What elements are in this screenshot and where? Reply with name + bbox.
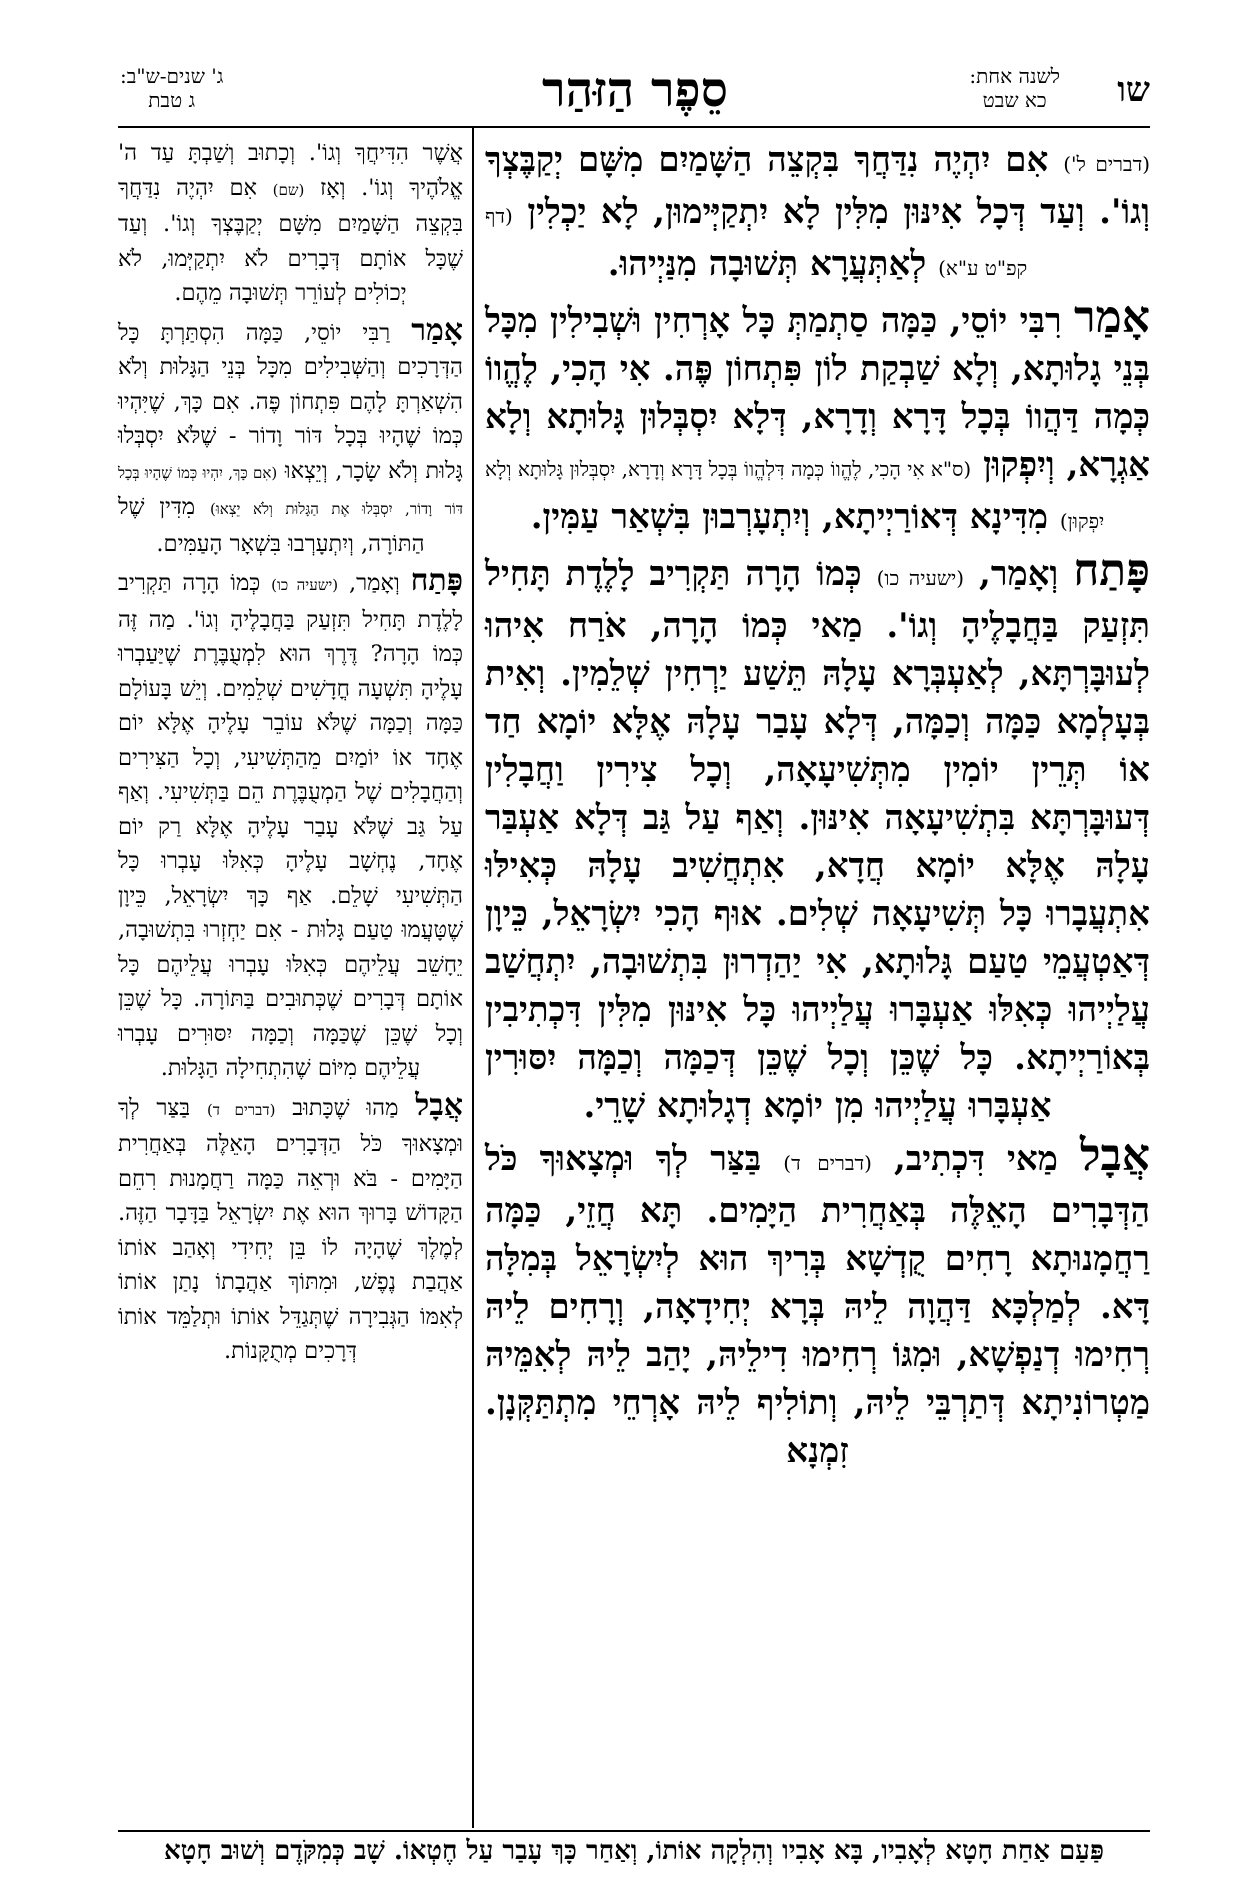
main-paragraph-2 xyxy=(485,294,1150,545)
paragraph-lead: וְאָמַר, xyxy=(979,554,1059,594)
schedule-left-top: ג' שנים-ש"ב: xyxy=(120,64,224,88)
daily-schedule-left xyxy=(120,64,223,112)
paragraph-opener: אָמַר xyxy=(411,312,464,348)
paragraph-text-continued: מִדִּין שֶׁל הַתּוֹרָה, וְיִתְעָרְבוּ בִּשְׁאָר הָעַמִּים. xyxy=(118,494,425,557)
paragraph-text: בַּצַּר לְךָ וּמְצָאוּךָ כֹּל הַדְּבָרִים הָאֵלֶּה בְּאַחֲרִית הַיָּמִים. תָּא חֲזֵי, כַּמָּה רַחֲמָנוּתָא רָחִים קֻדְשָׁא בְּרִיךְ הוּא לְיִשְׂרָאֵל בְּמִלָּה דָּא. לְמַלְכָּא דַּהֲוָה לֵיהּ בְּרָא יְחִידָאָה, וְרָחִים לֵיהּ רְחִימוּ דְנַפְשָׁא, וּמִגּוֹ רְחִימוּ דִילֵיהּ, יָהַב לֵיהּ לְאִמֵּיהּ מַטְרוֹנִיתָא דְּתַרְבֵּי לֵיהּ, וְתוֹלִיף לֵיהּ אָרְחֵי מִתְתַּקְּנָן. זִמְנָא xyxy=(485,1139,1150,1471)
paragraph-opener: פָּתַח xyxy=(410,563,464,598)
paragraph-lead: מַאי דִּכְתִיב, xyxy=(894,1139,1058,1179)
paragraph-text: כְּמוֹ הָרָה תַּקְרִיב לָלֶדֶת תָּחִיל תִּזְעַק בַּחֲבָלֶיהָ וְגוֹ'. מַה זֶּה כְּמוֹ הָרָה? דֶּרֶךְ הוּא לִמְעֻבֶּרֶת שֶׁיַּעַבְרוּ עָלֶיהָ תִּשְׁעָה חֳדָשִׁים שְׁלֵמִים. וְיֵשׁ בָּעוֹלָם כַּמָּה וְכַמָּה שֶׁלֹּא עוֹבֵר עָלֶיהָ אֶלָּא יוֹם אֶחָד אוֹ יוֹמַיִם מֵהַתְּשִׁיעִי, וְכָל הַצִּירִים וְהַחֲבָלִים שֶׁל הַמְעֻבֶּרֶת הֵם בַּתְּשִׁיעִי. וְאַף עַל גַּב שֶׁלֹּא עָבַר עָלֶיהָ אֶלָּא רַק יוֹם אֶחָד, נֶחְשָׁב עָלֶיהָ כְּאִלּוּ עָבְרוּ כָּל הַתְּשִׁיעִי שָׁלֵם. אַף כָּךְ יִשְׂרָאֵל, כֵּיוָן שֶׁטָּעֲמוּ טַעַם גָּלוּת - אִם יַחְזְרוּ בִּתְשׁוּבָה, יֵחָשֵׁב עֲלֵיהֶם כְּאִלּוּ עָבְרוּ עֲלֵיהֶם כָּל אוֹתָם דְּבָרִים שֶׁכְּתוּבִים בַּתּוֹרָה. כָּל שֶׁכֵּן וְכָל שֶׁכֵּן שֶׁכַּמָּה וְכַמָּה יִסּוּרִים עָבְרוּ עֲלֵיהֶם מִיּוֹם שֶׁהִתְחִילָה הַגָּלוּת. xyxy=(118,570,463,1081)
variant-note: (אִם כָּךְ, יִהְיוּ כְּמוֹ שֶׁהָיוּ בְּכָל דּוֹר וָדוֹר, יִסְבְּלוּ אֶת הַגָּלוּת וְלֹא יֵצְאוּ) xyxy=(118,463,463,518)
schedule-right-top: לשנה אחת: xyxy=(969,64,1060,88)
main-paragraph-4 xyxy=(485,1132,1150,1475)
paragraph-text: בַּצַּר לְךָ וּמְצָאוּךָ כֹּל הַדְּבָרִים הָאֵלֶּה בְּאַחֲרִית הַיָּמִים - בֹּא וּרְאֵה כַּמָּה רַחֲמָנוּת רִחֵם הַקָּדוֹשׁ בָּרוּךְ הוּא אֶת יִשְׂרָאֵל בַּדָּבָר הַזֶּה. לְמֶלֶךְ שֶׁהָיָה לוֹ בֵּן יְחִידִי וְאָהַב אוֹתוֹ אַהֲבַת נֶפֶשׁ, וּמִתּוֹךְ אַהֲבָתוֹ נָתַן אוֹתוֹ לְאִמּוֹ הַגְּבִירָה שֶׁתְּגַדֵּל אוֹתוֹ וּתְלַמֵּד אוֹתוֹ דְּרָכִים מְתֻקָּנוֹת. xyxy=(118,1094,463,1364)
side-paragraph-2 xyxy=(118,314,463,562)
header-rule xyxy=(118,126,1150,128)
paragraph-text-continued: אִם יִהְיֶה נִדַּחֲךָ בִּקְצֵה הַשָּׁמַיִם מִשָּׁם יְקַבֶּצְךָ וְגוֹ'. וְעַד שֶׁכָּל אוֹתָם דְּבָרִים לֹא יִתְקַיְּמוּ, לֹא יְכוֹלִים לְעוֹרֵר תְּשׁוּבָה מֵהֶם. xyxy=(118,174,463,306)
paragraph-opener: אֲבָל xyxy=(415,1087,464,1123)
paragraph-text-continued: מִדִּינָא דְּאוֹרַיְיתָא, וְיִתְעָרְבוּן בִּשְׁאַר עַמִּין. xyxy=(530,497,1049,537)
paragraph-opener: אֲבָל xyxy=(1079,1130,1150,1181)
schedule-right-bottom: כא שבט xyxy=(982,88,1047,112)
side-paragraph-3 xyxy=(118,564,463,1086)
paragraph-lead: מַהוּ שֶׁכָּתוּב xyxy=(292,1094,399,1121)
side-paragraph-1 xyxy=(118,136,463,311)
main-paragraph-3 xyxy=(485,547,1150,1130)
page-number: שו xyxy=(1117,70,1150,110)
footer-continuation-line: פַּעַם אַחַת חָטָא לְאָבִיו, בָּא אָבִיו וְהִלְקָה אוֹתוֹ, וְאַחַר כָּךְ עָבַר עַל חֶטְאוֹ. שָׁב כְּמִקֹּדֶם וְשׁוּב חָטָא xyxy=(163,1836,1105,1866)
verse-reference: (ישעיה כו) xyxy=(271,576,339,594)
verse-reference: (שם) xyxy=(272,180,305,199)
main-column-aramaic xyxy=(485,136,1150,1896)
page-reference: (דף קפ"ט ע"א) xyxy=(485,204,1028,280)
paragraph-text: אֲשֶׁר הִדִּיחֲךָ וְגוֹ'. וְכָתוּב וְשַׁבְתָּ עַד ה' אֱלֹהֶיךָ וְגוֹ'. וְאָז xyxy=(118,140,463,201)
main-paragraph-1 xyxy=(485,136,1150,292)
book-title: סֵפֶר הַזּהַר xyxy=(542,62,728,118)
paragraph-opener: פָּתַח xyxy=(1073,545,1151,596)
schedule-left-bottom: ג טבת xyxy=(148,88,196,112)
verse-reference: (דברים ד) xyxy=(783,1151,872,1175)
verse-reference: (ישעיה כו) xyxy=(876,566,965,590)
paragraph-lead: וְאָמַר, xyxy=(348,570,400,596)
paragraph-text: רִבִּי יוֹסֵי, כַּמָּה סַתְמַתְּ כָּל אָרְחִין וּשְׁבִילִין מִכָּל בְּנֵי גָלוּתָא, וְלָא שַׁבְקַת לוֹן פִּתְחוֹן פֶּה. אִי הָכִי, לֶהֱווֹ כְּמָה דַּהֲווֹ בְּכָל דָּרָא וְדָרָא, דְּלָא יִסְבְּלוּן גָּלוּתָא וְלָא אַגְרָא, וְיִפְקוּן xyxy=(485,301,1151,485)
paragraph-text: אִם יִהְיֶה נִדַּחֲךָ בִּקְצֵה הַשָּׁמַיִם מִשָּׁם יְקַבֶּצְךָ וְגוֹ'. וְעַד דְּכָל אִינּוּן מִלִּין לָא יִתְקַיְּימוּן, לָא יַכְלִין xyxy=(485,140,1151,232)
paragraph-text-continued: לְאַתְּעֲרָא תְּשׁוּבָה מִנַּיְיהוּ. xyxy=(607,244,927,284)
column-divider xyxy=(472,128,474,1828)
paragraph-text: כְּמוֹ הָרָה תַּקְרִיב לָלֶדֶת תָּחִיל תִּזְעַק בַּחֲבָלֶיהָ וְגוֹ'. מַאי כְּמוֹ הָרָה, אֹרַח אִיהוּ לְעוּבָּרְתָּא, לְאַעְבְּרָא עָלָהּ תֵּשַׁע יַרְחִין שְׁלֵמִין. וְאִית בְּעָלְמָא כַּמָּה וְכַמָּה, דְּלָא עָבַר עָלָהּ אֶלָּא יוֹמָא חַד אוֹ תְּרֵין יוֹמִין מִתְּשִׁיעָאָה, וְכָל צִירִין וַחֲבָלִין דְּעוּבָּרְתָּא בִּתְשִׁיעָאָה אִינּוּן. וְאַף עַל גַּב דְּלָא אַעְבַּר עָלָהּ אֶלָּא יוֹמָא חֲדָא, אִתְחֲשִׁיב עָלָהּ כְּאִילּוּ אִתְעֲבָרוּ כָּל תְּשִׁיעָאָה שְׁלִים. אוּף הָכִי יִשְׂרָאֵל, כֵּיוָן דְּאַטְעֲמֵי טַעַם גָּלוּתָא, אִי יַהַדְרוּן בִּתְשׁוּבָה, יִתְחֲשַׁב עֲלַיְיהוּ כְּאִלּוּ אַעְבָּרוּ עֲלַיְיהוּ כָּל אִינּוּן מִלִּין דִּכְתִיבִין בְּאוֹרַיְיתָא. כָּל שֶׁכֵּן וְכָל שֶׁכֵּן דְּכַמָּה וְכַמָּה יִסּוּרִין אַעְבָּרוּ עֲלַיְיהוּ מִן יוֹמָא דְגָלוּתָא שָׁרֵי. xyxy=(485,554,1150,1126)
side-column-hebrew xyxy=(118,136,463,1372)
side-paragraph-4 xyxy=(118,1089,463,1369)
page-header xyxy=(120,60,1150,120)
verse-reference: (דברים ל') xyxy=(1063,152,1150,176)
verse-reference: (דברים ד) xyxy=(206,1100,276,1119)
paragraph-text: רַבִּי יוֹסֵי, כַּמָּה הִסְתַּרְתָּ כָּל הַדְּרָכִים וְהַשְּׁבִילִים מִכָּל בְּנֵי הַגָּלוּת וְלֹא הִשְׁאַרְתָּ לָהֶם פִּתְחוֹן פֶּה. אִם כָּךְ, שֶׁיִּהְיוּ כְּמוֹ שֶׁהָיוּ בְּכָל דּוֹר וָדוֹר - שֶׁלֹּא יִסְבְּלוּ גָּלוּת וְלֹא שָׂכָר, וְיֵצְאוּ xyxy=(118,319,463,484)
paragraph-opener: אָמַר xyxy=(1074,292,1150,343)
variant-note: (ס"א אִי הָכִי, לֶהֱווֹ כְּמָה דִּלְהֱווֹ בְּכָל דָּרָא וְדָרָא, יִסְבְּלוּן גָּלוּתָא וְלָא יִפְקוּן) xyxy=(485,457,1105,533)
